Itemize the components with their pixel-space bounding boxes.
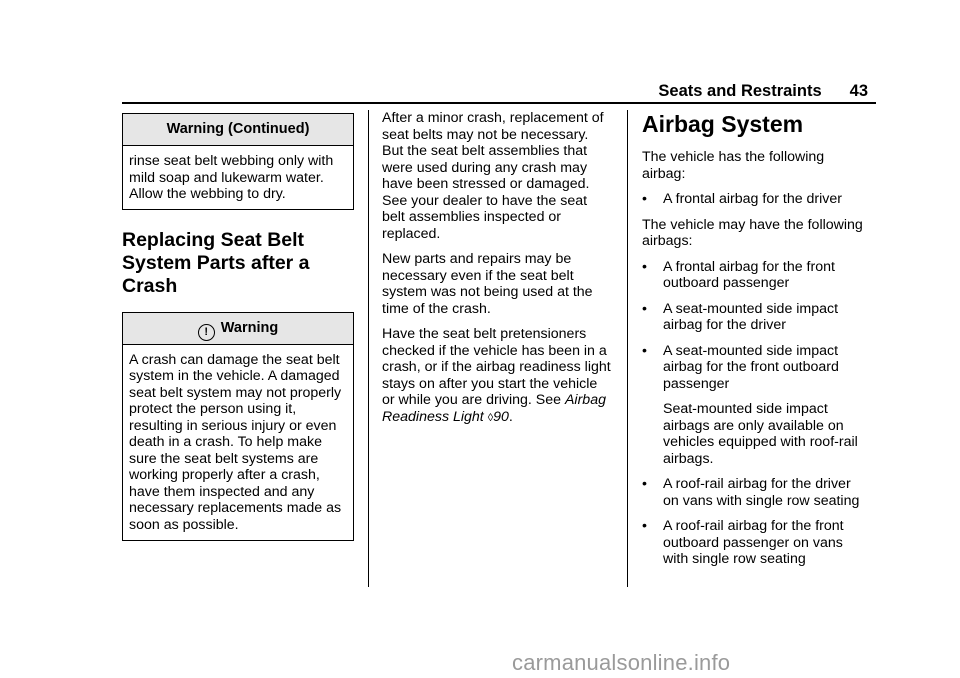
text-line: seat belt system may not properly bbox=[129, 384, 342, 401]
warning-title-row bbox=[123, 313, 353, 345]
warning-box bbox=[122, 312, 354, 542]
text-line: stays on after you start the vehicle bbox=[382, 375, 598, 392]
list-item bbox=[642, 301, 878, 334]
text-line: system was not being used at the bbox=[382, 284, 593, 300]
bullet-icon: • bbox=[642, 476, 647, 492]
paragraph bbox=[642, 149, 878, 182]
bullet-icon: • bbox=[642, 191, 647, 207]
text-line: airbag for the front outboard bbox=[663, 359, 839, 375]
airbag-system-title: Airbag System bbox=[642, 111, 804, 137]
text-line: airbags. bbox=[663, 450, 714, 467]
text-line: After a minor crash, replacement of bbox=[382, 110, 604, 126]
paragraph bbox=[382, 251, 618, 317]
text-line: or while you are driving. See bbox=[382, 392, 565, 408]
section-title bbox=[122, 229, 354, 298]
list-item bbox=[642, 476, 878, 509]
text-line: death in a crash. To help make bbox=[129, 434, 322, 450]
paragraph bbox=[382, 110, 618, 242]
list-item bbox=[642, 259, 878, 292]
text-line: See your dealer to have the seat bbox=[382, 192, 588, 209]
text-line: A roof-rail airbag for the front bbox=[663, 518, 844, 534]
warning-body bbox=[123, 345, 353, 541]
warning-continued-box bbox=[122, 113, 354, 210]
paragraph bbox=[382, 326, 618, 426]
text-line: passenger bbox=[663, 375, 730, 392]
list-item bbox=[642, 518, 878, 568]
text-line: rinse seat belt webbing only with bbox=[129, 153, 334, 169]
text-line: necessary even if the seat belt bbox=[382, 267, 574, 284]
text-line: necessary replacements made as bbox=[129, 500, 342, 516]
text-line: crash, or if the airbag readiness light bbox=[382, 359, 611, 375]
warning-circle-icon: ! bbox=[198, 324, 215, 341]
text-line: replaced. bbox=[382, 225, 441, 242]
section-title-line: Crash bbox=[122, 274, 178, 297]
text-line: system in the vehicle. A damaged bbox=[129, 368, 340, 384]
text-line: airbag: bbox=[642, 165, 686, 182]
text-line: airbag for the driver bbox=[663, 317, 787, 333]
list-note bbox=[642, 401, 878, 467]
column-left bbox=[122, 113, 354, 541]
text-line: protect the person using it, bbox=[129, 401, 297, 417]
text-line: outboard passenger on vans bbox=[663, 534, 843, 551]
section-title-line: System Parts after a bbox=[122, 251, 310, 274]
text-line: Allow the webbing to dry. bbox=[129, 186, 286, 202]
column-divider bbox=[627, 110, 628, 587]
punctuation: . bbox=[508, 408, 513, 425]
text-line: New parts and repairs may be bbox=[382, 251, 572, 267]
list-item bbox=[642, 343, 878, 393]
text-line: A seat-mounted side impact bbox=[663, 342, 839, 359]
text-line: A frontal airbag for the driver bbox=[663, 191, 843, 207]
section-title-line: Replacing Seat Belt bbox=[122, 228, 305, 251]
text-line: resulting in serious injury or even bbox=[129, 417, 337, 434]
text-line: mild soap and lukewarm water. bbox=[129, 169, 324, 186]
warning-continued-body bbox=[123, 146, 353, 209]
text-line: Have the seat belt pretensioners bbox=[382, 326, 587, 342]
text-line: outboard passenger bbox=[663, 275, 790, 291]
text-line: time of the crash. bbox=[382, 300, 491, 317]
warning-title: Warning bbox=[220, 319, 279, 336]
text-line: vehicles equipped with roof-rail bbox=[663, 434, 858, 450]
text-line: were used during any crash may bbox=[382, 159, 588, 176]
column-right bbox=[642, 110, 878, 577]
text-line: belt assemblies inspected or bbox=[382, 209, 562, 225]
text-line: Seat-mounted side impact bbox=[663, 401, 828, 417]
text-line: seat belts may not be necessary. bbox=[382, 126, 589, 143]
text-line: on vans with single row seating bbox=[663, 492, 860, 509]
page-header bbox=[122, 80, 876, 104]
text-line: airbags: bbox=[642, 233, 693, 249]
warning-continued-title: Warning (Continued) bbox=[123, 114, 353, 146]
text-line: checked if the vehicle has been in a bbox=[382, 342, 607, 359]
text-line: A crash can damage the seat belt bbox=[129, 351, 340, 368]
text-line: A seat-mounted side impact bbox=[663, 300, 839, 317]
text-line: have them inspected and any bbox=[129, 483, 315, 500]
watermark: carmanualsonline.info bbox=[512, 650, 731, 675]
text-line: The vehicle may have the following bbox=[642, 216, 863, 233]
text-line: with single row seating bbox=[663, 551, 806, 567]
text-line: soon as possible. bbox=[129, 516, 239, 533]
bullet-icon: • bbox=[642, 300, 647, 317]
bullet-icon: • bbox=[642, 518, 647, 534]
text-line: working properly after a crash, bbox=[129, 467, 320, 483]
cross-reference-link[interactable]: Airbag bbox=[564, 392, 606, 408]
bullet-icon: • bbox=[642, 342, 647, 359]
text-line: have been stressed or damaged. bbox=[382, 176, 590, 192]
section-name: Seats and Restraints bbox=[658, 82, 822, 100]
text-line: airbags are only available on bbox=[663, 417, 844, 434]
header-text bbox=[658, 82, 868, 101]
page-reference-icon: ◊ bbox=[487, 411, 494, 424]
paragraph bbox=[642, 217, 878, 250]
page-number: 43 bbox=[849, 82, 868, 100]
list-item bbox=[642, 191, 878, 208]
text-line: The vehicle has the following bbox=[642, 149, 825, 165]
text-line: sure the seat belt systems are bbox=[129, 450, 319, 467]
bullet-icon: • bbox=[642, 258, 647, 275]
cross-reference-link[interactable]: Readiness Light bbox=[382, 408, 484, 425]
column-middle bbox=[382, 110, 618, 435]
text-line: A frontal airbag for the front bbox=[663, 258, 835, 275]
column-divider bbox=[368, 110, 369, 587]
text-line: But the seat belt assemblies that bbox=[382, 143, 588, 159]
text-line: A roof-rail airbag for the driver bbox=[663, 476, 851, 492]
page-reference-number[interactable]: 90 bbox=[493, 408, 509, 425]
